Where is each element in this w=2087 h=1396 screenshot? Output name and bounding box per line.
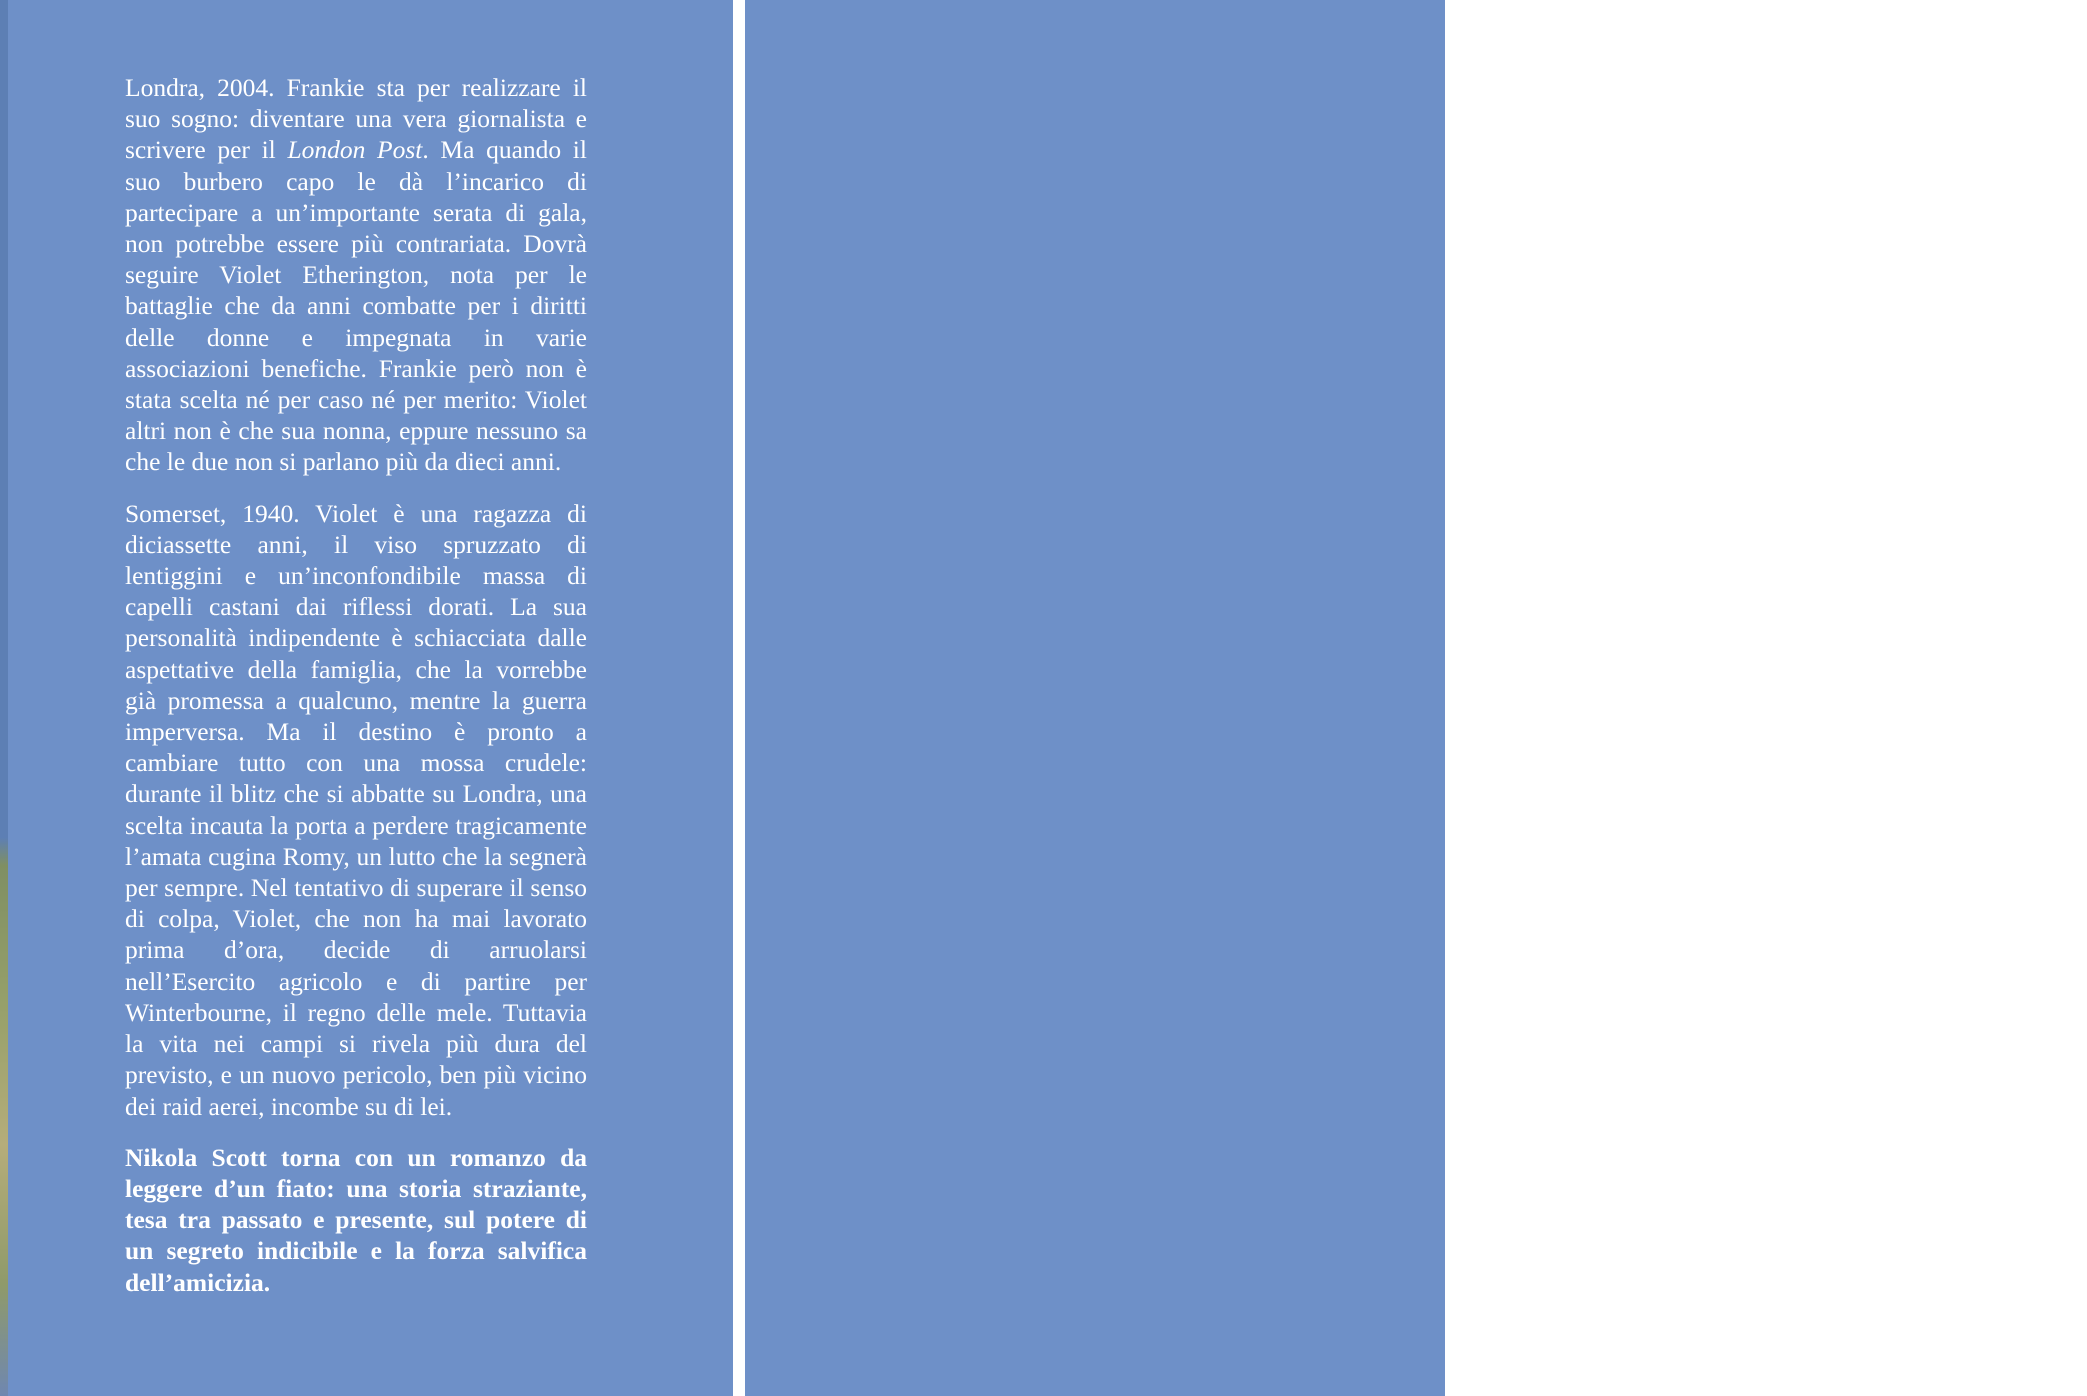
blurb-p1-part-b: . Ma quando il suo burbero capo le dà l’incarico di partecipare a un’importante serata di gala, non potrebbe essere più contrariata. Dovrà seguire Violet Etherington, nota per le battaglie che da anni combatte per i diritti delle donne e impegnata in varie associazioni benefiche. Frankie però non è stata scelta né per caso né per merito: Violet altri non è che sua nonna, eppure nessuno sa che le due non si parlano più da dieci anni. bbox=[125, 135, 587, 477]
author-bio-title-2: L’estate dei segreti bbox=[1609, 322, 1803, 352]
blurb-p1-italic-title: London Post bbox=[287, 135, 423, 165]
back-cover-blurb bbox=[125, 72, 587, 1298]
author-bio-title-1: Le rose di Elizabeth bbox=[1761, 290, 1979, 320]
author-bio-end: (2019). bbox=[1802, 322, 1884, 352]
author-bio bbox=[1609, 132, 2079, 353]
ebook-availability-note: Disponibile anche in versione ebook bbox=[1676, 1187, 2012, 1212]
blurb-p1-part-a: Londra, 2004. Frankie sta per realizzare il suo sogno: diventare una vera giornalista e scrivere per il bbox=[125, 73, 587, 165]
back-cover-panel bbox=[0, 0, 733, 1396]
flap-panel bbox=[745, 0, 2079, 1396]
blurb-paragraph-2: Somerset, 1940. Violet è una ragazza di diciassette anni, il viso spruzzato di lentiggini e un’inconfondibile massa di capelli castani dai riflessi dorati. La sua personalità indipendente è schiacciata dalle aspettative della famiglia, che la vorrebbe già promessa a qualcuno, mentre la guerra imperversa. Ma il destino è pronto a cambiare tutto con una mossa crudele: durante il blitz che si abbatte su Londra, una scelta incauta la porta a perdere tragicamente l’amata cugina Romy, un lutto che la segnerà per sempre. Nel tentativo di superare il senso di colpa, Violet, che non ha mai lavorato prima d’ora, decide di arruolarsi nell’Esercito agricolo e di partire per Winterbourne, il regno delle mele. Tuttavia la vita nei campi si rivela più dura del previsto, e un nuovo pericolo, ben più vicino dei raid aerei, incombe su di lei. bbox=[125, 498, 587, 1121]
author-bio-part-a: è nata e cresciuta in Germania. L’amore per i libri l’ha portata a lavorare come editor prima a New York e poi a Londra. Attualmente vive a Francoforte con il marito e i due figli e si dedica a tempo pieno alla scrittura. Per Giunti ha pubblicato bbox=[1609, 133, 2079, 320]
author-name: NIKOLA SCOTT bbox=[1641, 70, 2053, 122]
publisher-website[interactable]: www.giunti.it bbox=[1783, 1135, 1905, 1160]
blurb-paragraph-3: Nikola Scott torna con un romanzo da leggere d’un fiato: una storia straziante, tesa tra passato e presente, sul potere di un segreto indicibile e la forza salvifica dell’amicizia. bbox=[125, 1142, 587, 1297]
panel-gutter bbox=[733, 0, 745, 1396]
credit-cover-photo-line-2: © Rekha Arcangel / Arcangel bbox=[1752, 1320, 1936, 1337]
author-bio-mid: (2018) e bbox=[1978, 290, 2079, 320]
blurb-paragraph-1 bbox=[125, 72, 587, 478]
credit-graphic-design: Progetto grafico: Rocío Isabel González bbox=[1719, 1254, 1969, 1271]
credit-cover-photo-line-1: Fotografia in copertina: elaborazione digitale da bbox=[1694, 1297, 1994, 1314]
cover-edge-strip bbox=[0, 0, 8, 1396]
